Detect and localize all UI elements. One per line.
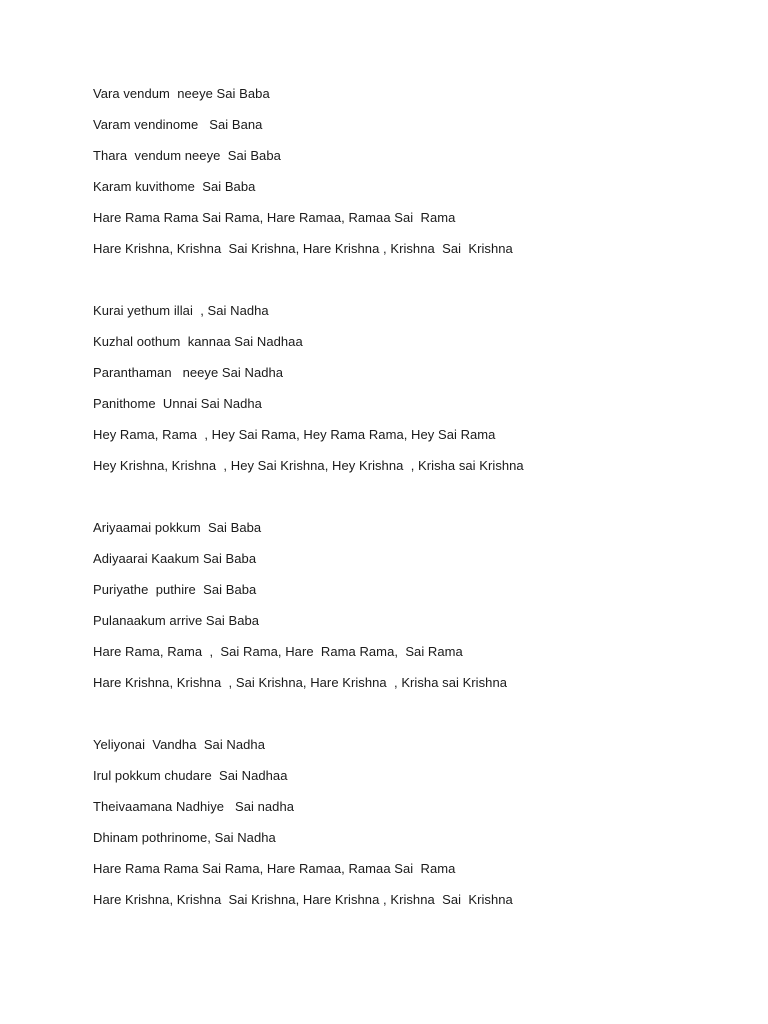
stanza bbox=[93, 302, 733, 488]
lyric-line: Kuzhal oothum kannaa Sai Nadhaa bbox=[93, 334, 303, 349]
stanza bbox=[93, 85, 733, 271]
lyric-line: Irul pokkum chudare Sai Nadhaa bbox=[93, 768, 288, 783]
lyric-line: Dhinam pothrinome, Sai Nadha bbox=[93, 830, 276, 845]
lyric-line: Hare Rama, Rama , Sai Rama, Hare Rama Rama, Sai Rama bbox=[93, 644, 463, 659]
lyric-line: Hare Krishna, Krishna , Sai Krishna, Hare Krishna , Krisha sai Krishna bbox=[93, 675, 508, 690]
lyric-line: Adiyaarai Kaakum Sai Baba bbox=[93, 551, 257, 566]
stanza bbox=[93, 736, 733, 922]
lyric-line: Hey Krishna, Krishna , Hey Sai Krishna, Hey Krishna , Krisha sai Krishna bbox=[93, 458, 524, 473]
stanza bbox=[93, 519, 733, 705]
lyric-line: Hey Rama, Rama , Hey Sai Rama, Hey Rama Rama, Hey Sai Rama bbox=[93, 427, 496, 442]
lyric-line: Hare Rama Rama Sai Rama, Hare Ramaa, Ramaa Sai Rama bbox=[93, 210, 456, 225]
lyric-line: Ariyaamai pokkum Sai Baba bbox=[93, 520, 262, 535]
lyric-line: Vara vendum neeye Sai Baba bbox=[93, 86, 270, 101]
lyric-line: Varam vendinome Sai Bana bbox=[93, 117, 263, 132]
lyric-line: Yeliyonai Vandha Sai Nadha bbox=[93, 737, 265, 752]
lyric-line: Karam kuvithome Sai Baba bbox=[93, 179, 256, 194]
lyric-line: Pulanaakum arrive Sai Baba bbox=[93, 613, 260, 628]
lyric-line: Puriyathe puthire Sai Baba bbox=[93, 582, 257, 597]
lyric-line: Hare Krishna, Krishna Sai Krishna, Hare Krishna , Krishna Sai Krishna bbox=[93, 241, 513, 256]
lyric-line: Hare Rama Rama Sai Rama, Hare Ramaa, Ramaa Sai Rama bbox=[93, 861, 456, 876]
lyric-line: Thara vendum neeye Sai Baba bbox=[93, 148, 281, 163]
lyric-line: Paranthaman neeye Sai Nadha bbox=[93, 365, 284, 380]
lyric-line: Theivaamana Nadhiye Sai nadha bbox=[93, 799, 295, 814]
lyric-line: Panithome Unnai Sai Nadha bbox=[93, 396, 262, 411]
lyric-line: Hare Krishna, Krishna Sai Krishna, Hare Krishna , Krishna Sai Krishna bbox=[93, 892, 513, 907]
lyric-line: Kurai yethum illai , Sai Nadha bbox=[93, 303, 269, 318]
